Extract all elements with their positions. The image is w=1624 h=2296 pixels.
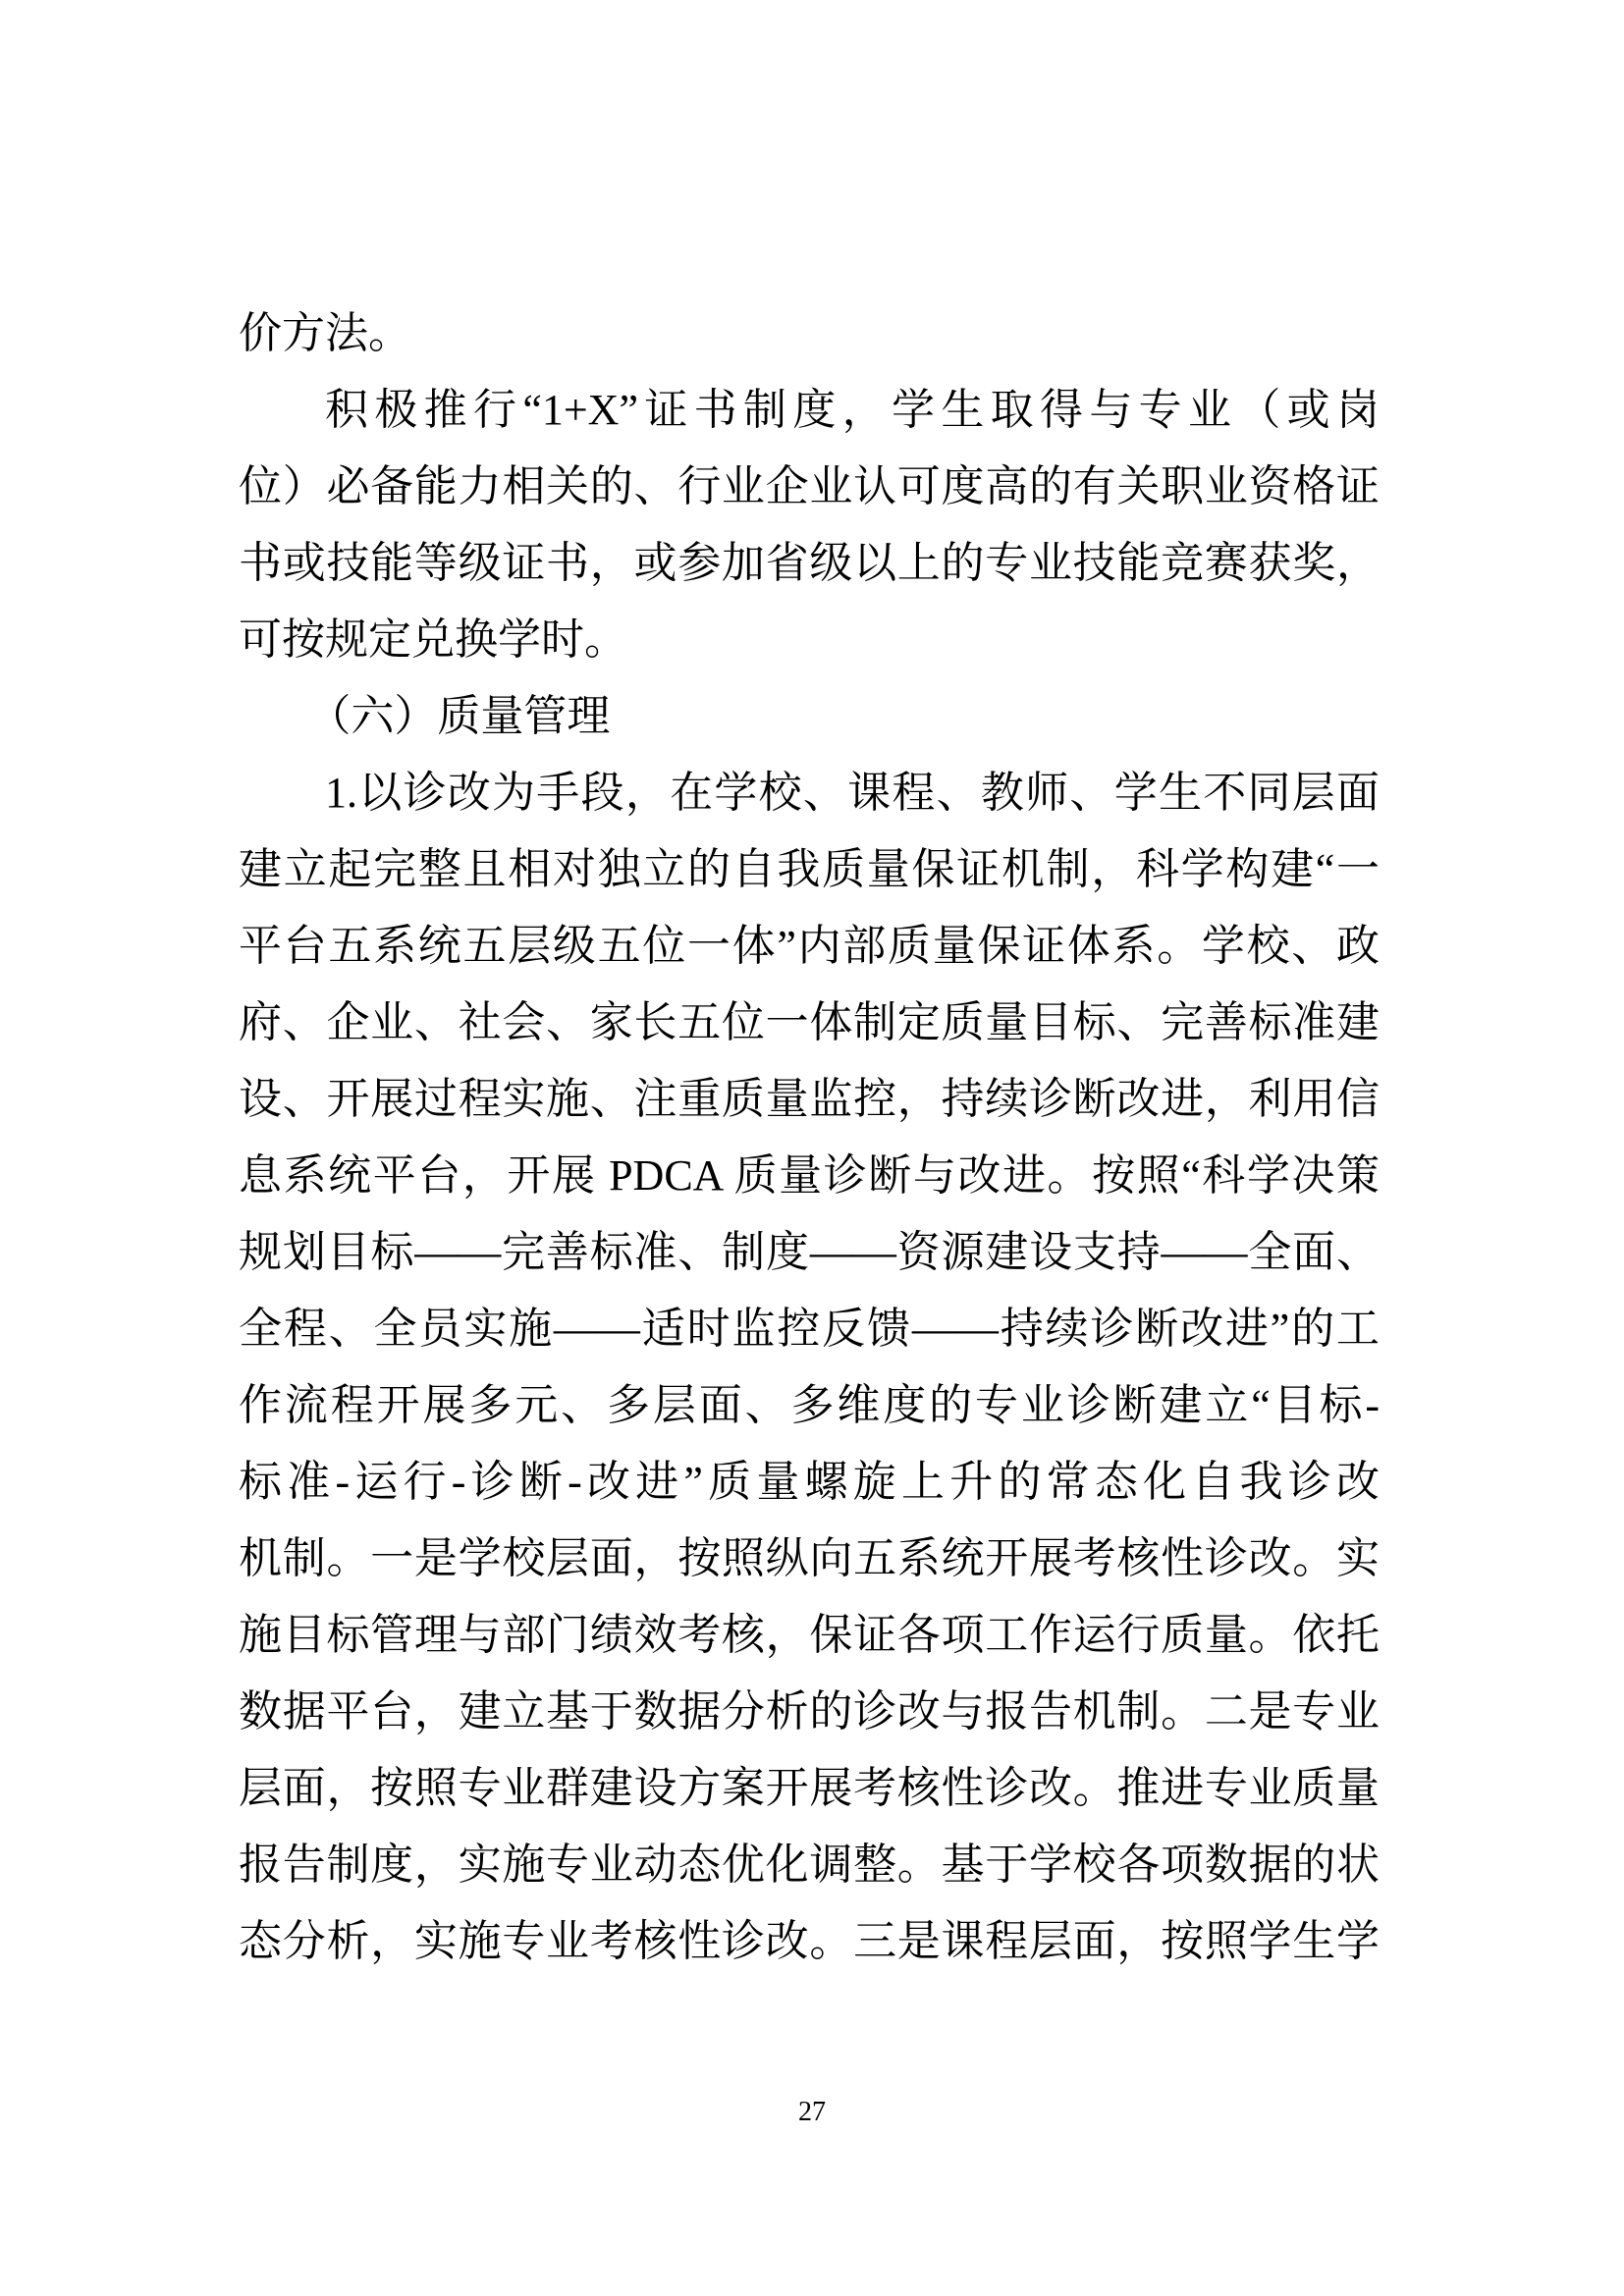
text-line: 建立起完整且相对独立的自我质量保证机制，科学构建“一: [239, 845, 1380, 893]
text-line: 作流程开展多元、多层面、多维度的专业诊断建立“目标-: [239, 1381, 1380, 1429]
text-line: 机制。一是学校层面，按照纵向五系统开展考核性诊改。实: [239, 1534, 1380, 1582]
text-line: 府、企业、社会、家长五位一体制定质量目标、完善标准建: [239, 998, 1380, 1046]
text-line: 施目标管理与部门绩效考核，保证各项工作运行质量。依托: [239, 1611, 1380, 1659]
text-line: 报告制度，实施专业动态优化调整。基于学校各项数据的状: [239, 1841, 1380, 1889]
text-line: 价方法。: [239, 309, 411, 357]
text-line: 书或技能等级证书，或参加省级以上的专业技能竞赛获奖，: [239, 539, 1380, 587]
body-text: [239, 295, 1380, 1980]
text-line: 数据平台，建立基于数据分析的诊改与报告机制。二是专业: [239, 1687, 1380, 1735]
text-line: 标准-运行-诊断-改进”质量螺旋上升的常态化自我诊改: [239, 1458, 1380, 1506]
page-number: 27: [798, 2097, 826, 2127]
text-line: 规划目标——完善标准、制度——资源建设支持——全面、: [239, 1228, 1380, 1276]
text-line: 平台五系统五层级五位一体”内部质量保证体系。学校、政: [239, 922, 1380, 970]
text-line: 积极推行“1+X”证书制度，学生取得与专业（或岗: [325, 386, 1380, 434]
text-line: 层面，按照专业群建设方案开展考核性诊改。推进专业质量: [239, 1764, 1380, 1812]
text-line: 1.以诊改为手段，在学校、课程、教师、学生不同层面: [325, 769, 1380, 817]
text-line: 设、开展过程实施、注重质量监控，持续诊断改进，利用信: [239, 1075, 1380, 1123]
text-line: 位）必备能力相关的、行业企业认可度高的有关职业资格证: [239, 462, 1380, 510]
text-line: 息系统平台，开展 PDCA 质量诊断与改进。按照“科学决策: [239, 1151, 1380, 1200]
section-heading: （六）质量管理: [307, 692, 611, 740]
text-line: 全程、全员实施——适时监控反馈——持续诊断改进”的工: [239, 1305, 1380, 1353]
text-line: 态分析，实施专业考核性诊改。三是课程层面，按照学生学: [239, 1917, 1380, 1965]
text-line: 可按规定兑换学时。: [239, 615, 627, 664]
